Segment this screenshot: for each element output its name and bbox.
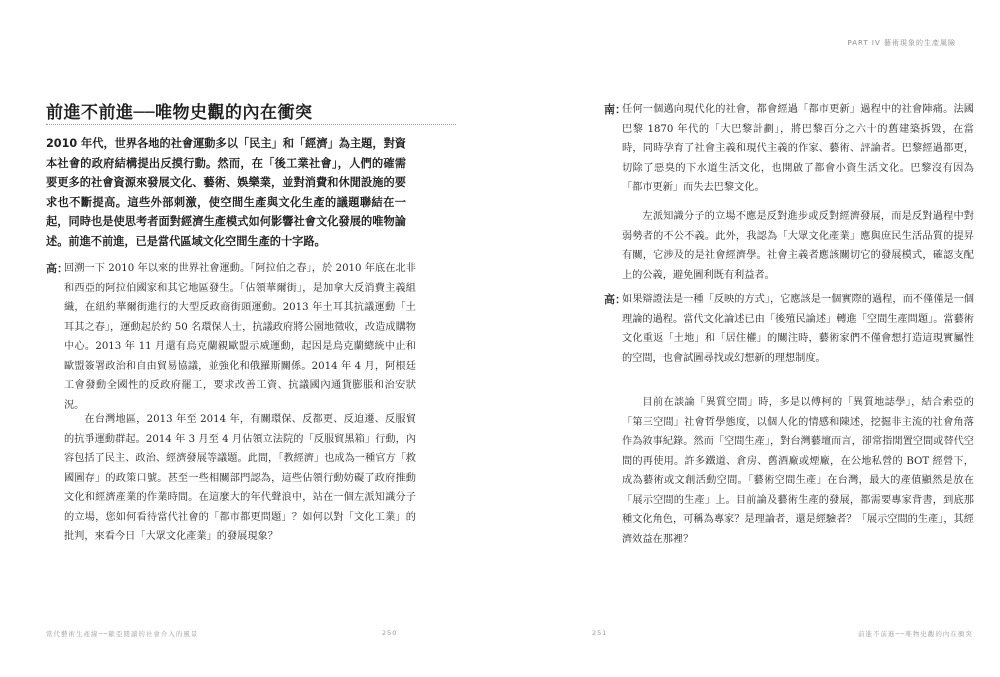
section-title: 前進不前進──唯物史觀的內在衝突: [46, 103, 313, 123]
footer-book-title: 當代藝術生產線──歐亞閱讀的社會介入的風景: [46, 630, 199, 638]
title-divider: [46, 124, 456, 125]
question-block-continued: [622, 393, 974, 549]
speaker-label: 南：: [604, 103, 626, 116]
question-paragraph: 在台灣地區，2013 年至 2014 年，有關環保、反都更、反迫遷、反服貿的抗爭運動群起。2014 年 3 月至 4 月佔領立法院的「反服貿黑箱」行動，內容包括了民主、政治、經濟發展等議題。此間，「教經濟」也成為一種官方「救國圖存」的政策口號。甚至一些相關部門認為，這些佔領行動妨礙了政府推動文化和經濟產業的作業時間。在這麼大的年代聲浪中，站在一個左派知識分子的立場，您如何看待當代社會的「都市都更問題」？如何以對「文化工業」的批判，來看今日「大眾文化產業」的發展現象？: [64, 414, 416, 542]
answer-paragraph: 任何一個邁向現代化的社會，都會經過「都市更新」過程中的社會陣痛。法國巴黎 1870 年代的「大巴黎計劃」，將巴黎百分之六十的舊建築拆毀，在當時，同時孕育了社會主義和現代主義的作家、藝術、評論者。巴黎經過都更，切除了惡臭的下水道生活文化，也開啟了都會小資生活文化。巴黎沒有因為「都市更新」而失去巴黎文化。: [622, 104, 974, 193]
question-paragraph: 目前在談論「異質空間」時，多是以傅柯的「異質地誌學」，結合索亞的「第三空間」社會哲學態度，以個人化的情感和陳述，挖掘非主流的社會角落作為敘事紀錄。然而「空間生產」，對台灣藝壇而言，卻常指閒置空間或替代空間的再使用。許多鐵道、倉房、舊酒廠或煙廠，在公地私營的 BOT 經營下，成為藝術或文創活動空間。「藝術空間生產」在台灣，最大的產值顯然是放在「展示空間的生產」上。目前論及藝術生產的發展，都需要專家背書，到底那種文化角色，可稱為專家？是理論者，還是經驗者？「展示空間的生產」，其經濟效益在那裡？: [622, 397, 974, 545]
running-head: PART IV 藝術現象的生產風險: [847, 39, 956, 47]
answer-block-continued: [622, 207, 974, 285]
page-number: 251: [592, 629, 608, 637]
question-paragraph: 如果辯證法是一種「反映的方式」，它應該是一個實際的過程，而不僅僅是一個理論的過程。當代文化論述已由「後殖民論述」轉進「空間生產問題」。當藝術文化重返「土地」和「居住權」的關注時，藝術家們不僅會想打造這現實屬性的空間，也會試圖尋找或幻想新的理想制度。: [622, 294, 974, 364]
lead-paragraph: 2010 年代，世界各地的社會運動多以「民主」和「經濟」為主題，對資本社會的政府結構提出反摸行動。然而，在「後工業社會」，人們的確需要更多的社會資源來發展文化、藝術、娛樂業，並對消費和休閒設施的要求也不斷提高。這些外部刺激，使空間生產與文化生產的議題聯結在一起，同時也是使思考者面對經濟生產模式如何影響社會文化發展的唯物論述。前進不前進，已是當代區域文化空間生產的十字路。: [46, 137, 406, 248]
page-number: 250: [382, 629, 398, 637]
question-block-continued: [64, 410, 416, 547]
question-paragraph: 回溯一下 2010 年以來的世界社會運動。「阿拉伯之春」，於 2010 年底在北非和西亞的阿拉伯國家和其它地區發生。「佔領華爾街」，是加拿大反消費主義組織，在紐約華爾街進行的大型反政商街頭運動。2013 年土耳其抗議運動「土耳其之春」，運動起於約 50 名環保人士，抗議政府將公園地徵收，改造成購物中心。2013 年 11 月還有烏克蘭親歐盟示威運動，起因是烏克蘭總統中止和歐盟簽署政治和自由貿易協議，並強化和俄羅斯關係。2014 年 4 月，阿根廷工會發動全國性的反政府罷工，要求改善工資、抗議國內通貨膨脹和治安狀況。: [64, 263, 416, 411]
right-page: [500, 0, 1000, 677]
speaker-label: 高：: [46, 262, 68, 275]
question-block: [46, 259, 416, 415]
footer-chapter-title: 前進不前進──唯物史觀的內在衝突: [858, 630, 973, 638]
question-block: [604, 290, 974, 368]
answer-paragraph: 左派知識分子的立場不應是反對進步或反對經濟發展，而是反對過程中對弱勢者的不公不義。此外，我認為「大眾文化產業」應與庶民生活品質的提昇有關，它涉及的是社會經濟學。社會主義者應該關切它的發展模式，確認支配上的公義，避免圖利既有利益者。: [622, 211, 974, 281]
answer-block: [604, 100, 974, 198]
speaker-label: 高：: [604, 293, 626, 306]
